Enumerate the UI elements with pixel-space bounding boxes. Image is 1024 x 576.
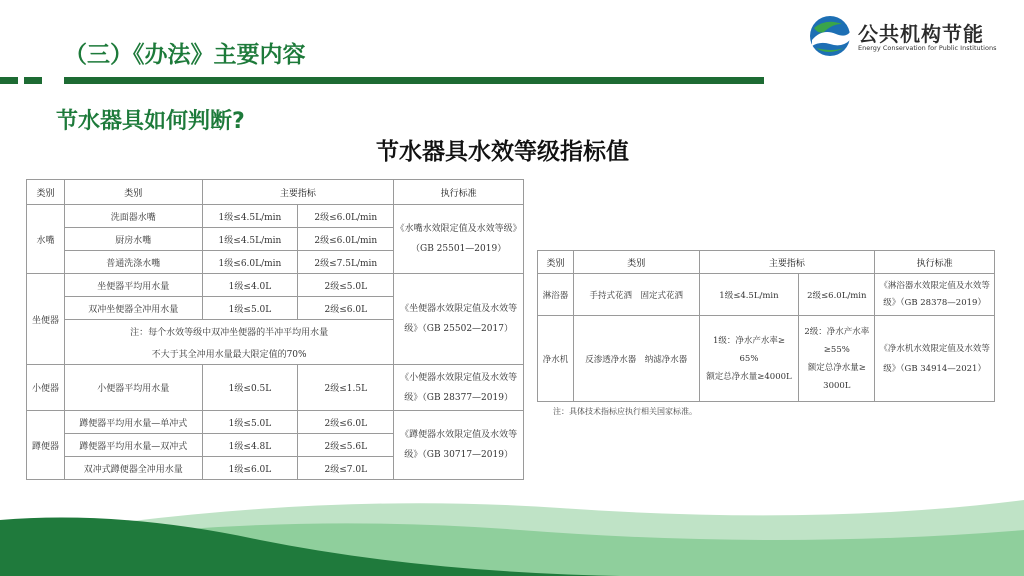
header-standard: 执行标准 [875,251,995,274]
grade1-cell: 1级≤4.5L/min [699,274,799,316]
title-underline-dash [24,77,42,84]
grade1-cell: 1级≤6.0L [202,457,298,480]
category-cell: 蹲便器 [27,411,65,480]
grade1-cell: 1级≤0.5L [202,365,298,411]
grade2-line: ≥55% [823,344,850,355]
category-cell: 净水机 [538,316,574,402]
grade1-line: 额定总净水量≥4000L [706,371,792,382]
category-cell: 坐便器 [27,274,65,365]
globe-leaf-logo-icon [808,14,852,58]
logo-text-cn: 公共机构节能 [858,22,984,46]
table-row [27,205,524,228]
type-cell: 蹲便器平均用水量—单冲式 [64,411,202,434]
type-cell: 蹲便器平均用水量—双冲式 [64,434,202,457]
grade2-cell: 2级≤7.5L/min [298,251,394,274]
grade2-cell: 2级≤5.0L [298,274,394,297]
table-row [538,316,995,402]
grade2-cell: 2级≤6.0L/min [298,228,394,251]
table-row [27,411,524,434]
grade2-cell: 2级≤6.0L [298,411,394,434]
grade1-cell: 1级≤4.5L/min [202,228,298,251]
grade2-line: 2级：净水产水率 [804,326,870,337]
header-type: 类别 [64,180,202,205]
grade2-cell: 2级≤1.5L [298,365,394,411]
water-efficiency-table-secondary [537,250,995,402]
grade2-cell: 2级≤5.6L [298,434,394,457]
grade1-cell: 1级≤6.0L/min [202,251,298,274]
section-question: 节水器具如何判断? [56,109,245,134]
grade2-cell: 2级≤6.0L/min [298,205,394,228]
grade1-cell: 1级≤4.5L/min [202,205,298,228]
table-row [538,274,995,316]
grade2-line: 额定总净水量≥ [807,362,866,373]
type-cell: 小便器平均用水量 [64,365,202,411]
grade1-cell: 1级≤4.8L [202,434,298,457]
type-cell: 手持式花洒 固定式花洒 [573,274,699,316]
note-line: 不大于其全冲用水量最大限定值的70% [64,342,393,365]
grade1-cell [699,316,799,402]
water-efficiency-table-main [26,179,524,480]
header-indicator: 主要指标 [202,180,394,205]
header-category: 类别 [27,180,65,205]
note-line: 注：每个水效等级中双冲坐便器的半冲平均用水量 [64,320,393,343]
title-underline [64,77,764,84]
standard-cell: 《小便器水效限定值及水效等级》（GB 28377—2019） [394,365,524,411]
standard-cell: 《坐便器水效限定值及水效等级》（GB 25502—2017） [394,274,524,365]
standard-cell: 《淋浴器水效限定值及水效等级》（GB 28378—2019） [875,274,995,316]
standard-cell: 《净水机水效限定值及水效等级》（GB 34914—2021） [875,316,995,402]
grade2-line: 3000L [823,380,851,391]
table-header-row [27,180,524,205]
type-cell: 双冲坐便器全冲用水量 [64,297,202,320]
table-row [27,365,524,411]
grade1-cell: 1级≤5.0L [202,411,298,434]
grade1-cell: 1级≤4.0L [202,274,298,297]
type-cell: 普通洗涤水嘴 [64,251,202,274]
grade2-cell: 2级≤7.0L [298,457,394,480]
table-section-title: 节水器具水效等级指标值 [376,139,629,165]
type-cell: 双冲式蹲便器全冲用水量 [64,457,202,480]
header-standard: 执行标准 [394,180,524,205]
grade2-cell: 2级≤6.0L [298,297,394,320]
bottom-wave-decoration [0,480,1024,576]
page-title: （三）《办法》主要内容 [64,42,306,68]
standard-cell: 《水嘴水效限定值及水效等级》（GB 25501—2019） [394,205,524,274]
category-cell: 水嘴 [27,205,65,274]
header-type: 类别 [573,251,699,274]
grade1-cell: 1级≤5.0L [202,297,298,320]
grade2-cell: 2级≤6.0L/min [799,274,875,316]
type-cell: 厨房水嘴 [64,228,202,251]
grade1-line: 65% [739,353,759,364]
type-cell: 洗面器水嘴 [64,205,202,228]
header-category: 类别 [538,251,574,274]
table-row [27,274,524,297]
table-footnote: 注：具体技术指标应执行相关国家标准。 [553,407,697,416]
title-underline-dash [0,77,18,84]
table-header-row [538,251,995,274]
standard-cell: 《蹲便器水效限定值及水效等级》（GB 30717—2019） [394,411,524,480]
grade1-line: 1级：净水产水率≥ [712,335,785,346]
type-cell: 坐便器平均用水量 [64,274,202,297]
logo-text-en: Energy Conservation for Public Institutions [858,44,997,52]
header-indicator: 主要指标 [699,251,875,274]
category-cell: 淋浴器 [538,274,574,316]
type-cell: 反渗透净水器 纳滤净水器 [573,316,699,402]
grade2-cell [799,316,875,402]
category-cell: 小便器 [27,365,65,411]
